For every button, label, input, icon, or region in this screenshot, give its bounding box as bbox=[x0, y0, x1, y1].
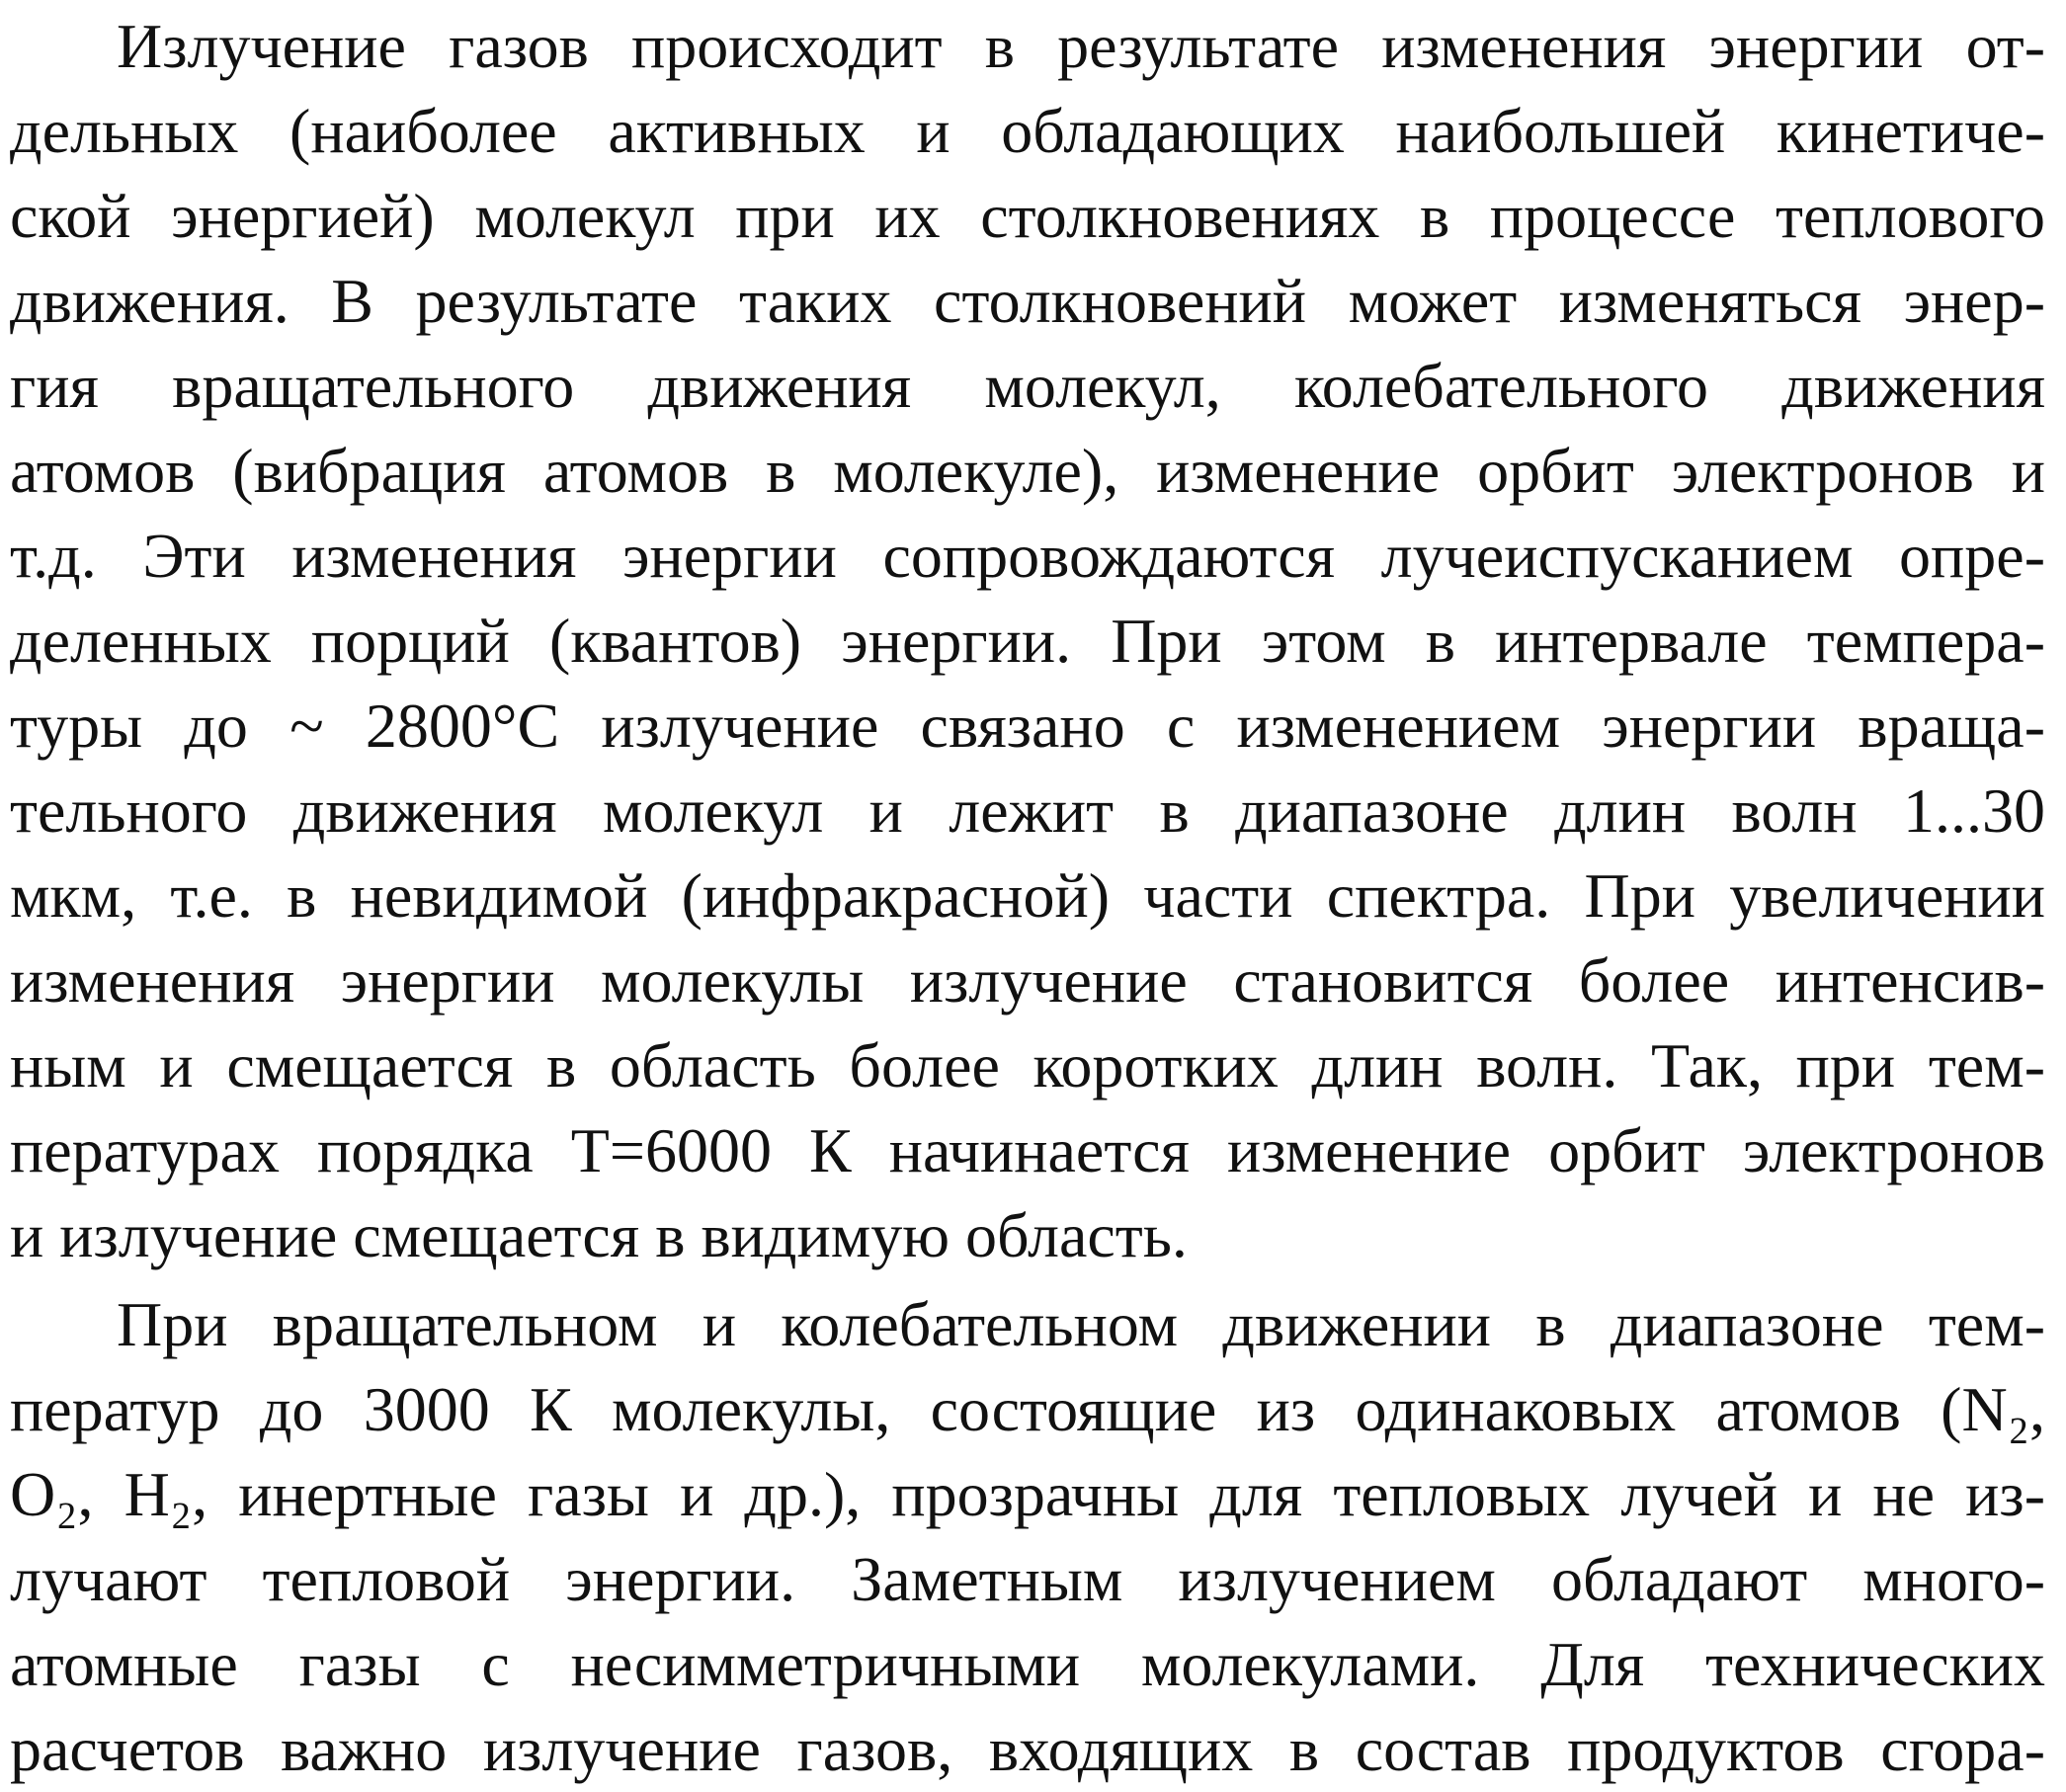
paragraph-2 bbox=[10, 1282, 2045, 1792]
text-line: гия вращательного движения молекул, колебательного движения bbox=[10, 351, 2045, 421]
text-line: ным и смещается в область более коротких длин волн. Так, при тем- bbox=[10, 1030, 2045, 1100]
text-line: и излучение смещается в видимую область. bbox=[10, 1200, 1188, 1270]
text-line: мкм, т.е. в невидимой (инфракрасной) части спектра. При увеличении bbox=[10, 860, 2045, 931]
text-line: движения. В результате таких столкновений может изменяться энер- bbox=[10, 266, 2045, 336]
text-line: дельных (наиболее активных и обладающих наибольшей кинетиче- bbox=[10, 96, 2045, 166]
text-line: Излучение газов происходит в результате изменения энергии от- bbox=[117, 11, 2045, 81]
text-line: ской энергией) молекул при их столкновениях в процессе теплового bbox=[10, 181, 2045, 251]
text-line: пературах порядка Т=6000 К начинается изменение орбит электронов bbox=[10, 1115, 2045, 1185]
text-line: ператур до 3000 К молекулы, состоящие из одинаковых атомов (N₂, bbox=[10, 1374, 2045, 1444]
text-line: изменения энергии молекулы излучение становится более интенсив- bbox=[10, 945, 2045, 1016]
text-line: т.д. Эти изменения энергии сопровождаются лучеиспусканием опре- bbox=[10, 521, 2045, 591]
text-line: лучают тепловой энергии. Заметным излучением обладают много- bbox=[10, 1544, 2045, 1614]
text-line: расчетов важно излучение газов, входящих в состав продуктов сгора- bbox=[10, 1714, 2045, 1784]
text-line: При вращательном и колебательном движении в диапазоне тем- bbox=[117, 1289, 2045, 1359]
text-line: атомные газы с несимметричными молекулами. Для технических bbox=[10, 1629, 2045, 1699]
document-page bbox=[10, 4, 2045, 1792]
text-line: атомов (вибрация атомов в молекуле), изменение орбит электронов и bbox=[10, 436, 2045, 506]
text-line: деленных порций (квантов) энергии. При этом в интервале темпера- bbox=[10, 606, 2045, 676]
text-line: тельного движения молекул и лежит в диапазоне длин волн 1...30 bbox=[10, 775, 2045, 846]
text-line: O₂, H₂, инертные газы и др.), прозрачны для тепловых лучей и не из- bbox=[10, 1459, 2045, 1529]
paragraph-1 bbox=[10, 4, 2045, 1278]
text-line: туры до ~ 2800°С излучение связано с изменением энергии враща- bbox=[10, 691, 2045, 761]
